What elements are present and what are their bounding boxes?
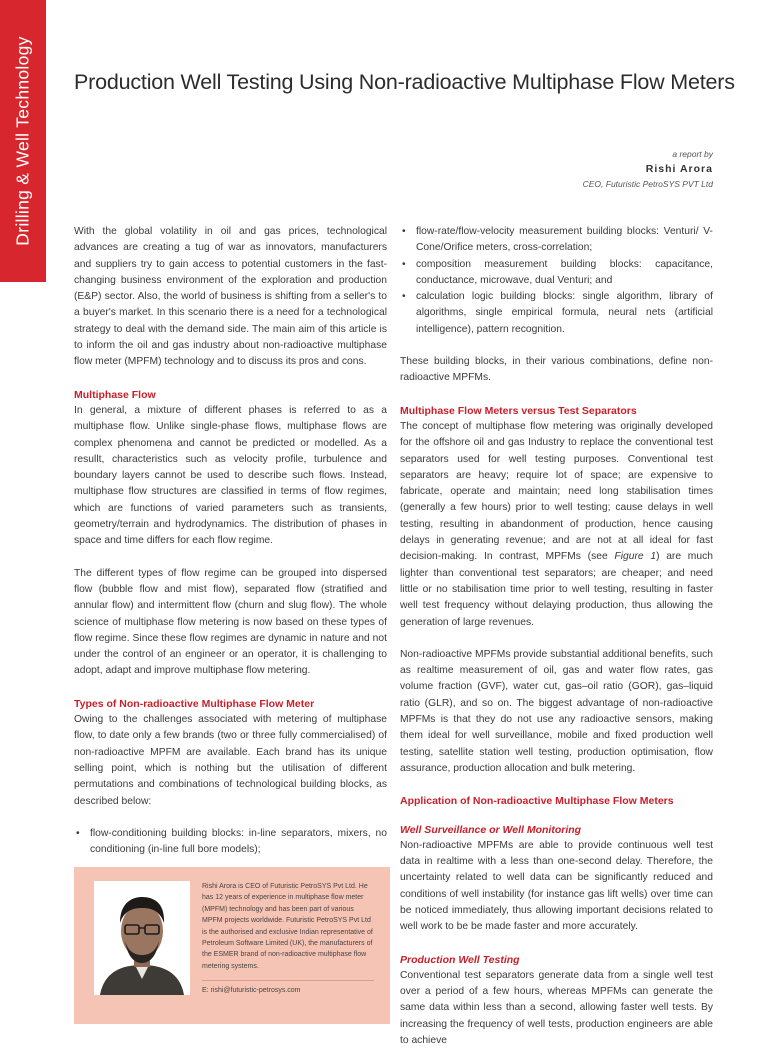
figure-reference[interactable]: Figure 1 [614, 551, 657, 563]
author-photo [94, 881, 190, 995]
building-blocks-list [74, 826, 387, 859]
heading-multiphase-flow: Multiphase Flow [74, 388, 156, 401]
right-column [400, 224, 713, 1049]
left-column [74, 224, 387, 874]
article-title: Production Well Testing Using Non-radioactive Multiphase Flow Meters [74, 70, 735, 94]
list-item: • flow-rate/flow-velocity measurement building blocks: Venturi/ V-Cone/Orifice meters, cross-correlation; [400, 224, 713, 257]
heading-versus: Multiphase Flow Meters versus Test Separators [400, 404, 637, 417]
section-tab-label: Drilling & Well Technology [12, 36, 33, 246]
benefits-paragraph: Non-radioactive MPFMs provide substantial additional benefits, such as realtime measurement of oil, gas and water flow rates, gas volume fraction (GVF), water cut, gas–oil ratio (GOR), gas–liquid ratio (GLR), and so on. The biggest advantage of non-radioactive MPFMs is that they do not use any radioactive sensors, making them ideal for well surveillance, mobile and fixed production well testing, satellite station well testing, production optimisation, flow assurance, production allocation and bulk metering. [400, 648, 713, 774]
section-tab [0, 0, 46, 282]
heading-well-surveillance: Well Surveillance or Well Monitoring [400, 823, 582, 836]
list-item: • calculation logic building blocks: single algorithm, library of algorithms, single empirical formula, neural nets (artificial intelligence), pattern recognition. [400, 289, 713, 338]
byline [583, 148, 713, 190]
versus-text-b: ) are much lighter than conventional test separators; are cheaper; and need little or no stabilisation time prior to well testing, resulting in faster well test frequency without delaying production, thus allowing the generation of large revenues. [400, 551, 713, 628]
building-blocks-summary: These building blocks, in their various combinations, define non-radioactive MPFMs. [400, 356, 713, 384]
intro-paragraph: With the global volatility in oil and gas prices, technological advances are creating a tug of war as innovators, manufacturers and suppliers try to gain access to potential customers in the fast-changing business environment of the exploration and production (E&P) sector. Also, the world of business is shifting from a seller's to a buyer's market. In this scenario there is a need for a technological strategy to deal with the demand side. The main aim of this article is to inform the oil and gas industry about non-radioactive multiphase flow meter (MPFM) technology and to discuss its pros and cons. [74, 226, 387, 368]
author-email: E: rishi@futuristic-petrosys.com [202, 987, 301, 995]
building-blocks-list-continued [400, 224, 713, 338]
surveillance-paragraph: Non-radioactive MPFMs are able to provide continuous well test data in realtime with a less than one-second delay. Therefore, the uncertainty related to well data can be significantly reduced and conditions of well instability (for instance gas lift wells) over time can be noticed immediately, thus allowing important decisions related to well work to be be made faster and more accurately. [400, 839, 713, 933]
multiphase-paragraph-1: In general, a mixture of different phases is referred to as a multiphase flow. Unlike single-phase flows, multiphase flows are complex phenomena and cannot be predicted or modelled. As a resullt, characteristics such as velocity profile, turbulence and boundary layers cannot be used to describe such flows. Instead, multiphase flow structures are classified in terms of flow regimes, which are functions of varied parameters such as transients, geometry/terrain and hydrodynamics. The distribution of phases in space and time differs for each flow regime. [74, 404, 387, 547]
heading-production-testing: Production Well Testing [400, 953, 520, 966]
production-paragraph: Conventional test separators generate data from a single well test over a period of a few hours, whereas MPFMs can generate the same data within less than a second, allowing faster well tests. By increasing the frequency of well tests, production engineers are able to achieve [400, 969, 713, 1047]
author-profile-box [74, 867, 390, 1024]
types-paragraph: Owing to the challenges associated with metering of multiphase flow, to date only a few brands (two or three fully commercialised) of non-radioactive MPFM are available. Each brand has its unique selling point, which is nothing but the utilisation of different permutations and combinations of technological building blocks, as described below: [74, 714, 387, 807]
byline-role: CEO, Futuristic PetroSYS PVT Ltd [582, 179, 713, 189]
author-bio-text: Rishi Arora is CEO of Futuristic PetroSYS Pvt Ltd. He has 12 years of experience in multiphase flow meter (MPFM) technology and has been part of various MPFM projects worldwide. Futuristic PetroSYS Pvt Ltd is the authorised and exclusive Indian representative of Petroleum Software Limited (UK), the manufacturers of the ESMER brand of non-radioactive multiphase flow metering systems. [202, 883, 373, 970]
multiphase-paragraph-2: The different types of flow regime can be grouped into dispersed flow (bubble flow and mist flow), separated flow (stratified and annular flow) and intermittent flow (churn and slug flow). The whole science of multiphase flow metering is now based on these types of flow regime. Since these flow regimes are dynamic in nature and not under the control of an engineer or an operator, it is challenging to adopt, adapt and improve multiphase flow metering. [74, 567, 387, 677]
versus-paragraph [400, 419, 713, 631]
author-bio [202, 881, 374, 997]
byline-author: Rishi Arora [645, 163, 713, 175]
versus-text-a: The concept of multiphase flow metering was originally developed for the offshore oil and gas Industry to replace the conventional test separators used for well testing purposes. Conventional test separators are heavy; require lot of space; are expensive to fabricate, operate and maintain; need long stabilisation times (generally a few hours) prior to well testing; cause delays in well testing, resulting in abandonment of production, hence causing delays in generating revenue; and are not at all ideal for fast decision-making. In contrast, MPFMs (see [400, 420, 713, 563]
list-item: • composition measurement building blocks: capacitance, conductance, microwave, dual Venturi; and [400, 257, 713, 290]
heading-types: Types of Non-radioactive Multiphase Flow Meter [74, 697, 315, 710]
heading-application: Application of Non-radioactive Multiphase Flow Meters [400, 795, 674, 808]
byline-kicker: a report by [672, 149, 713, 159]
list-item: • flow-conditioning building blocks: in-line separators, mixers, no conditioning (in-line full bore models); [74, 826, 387, 859]
bio-divider [202, 980, 374, 981]
